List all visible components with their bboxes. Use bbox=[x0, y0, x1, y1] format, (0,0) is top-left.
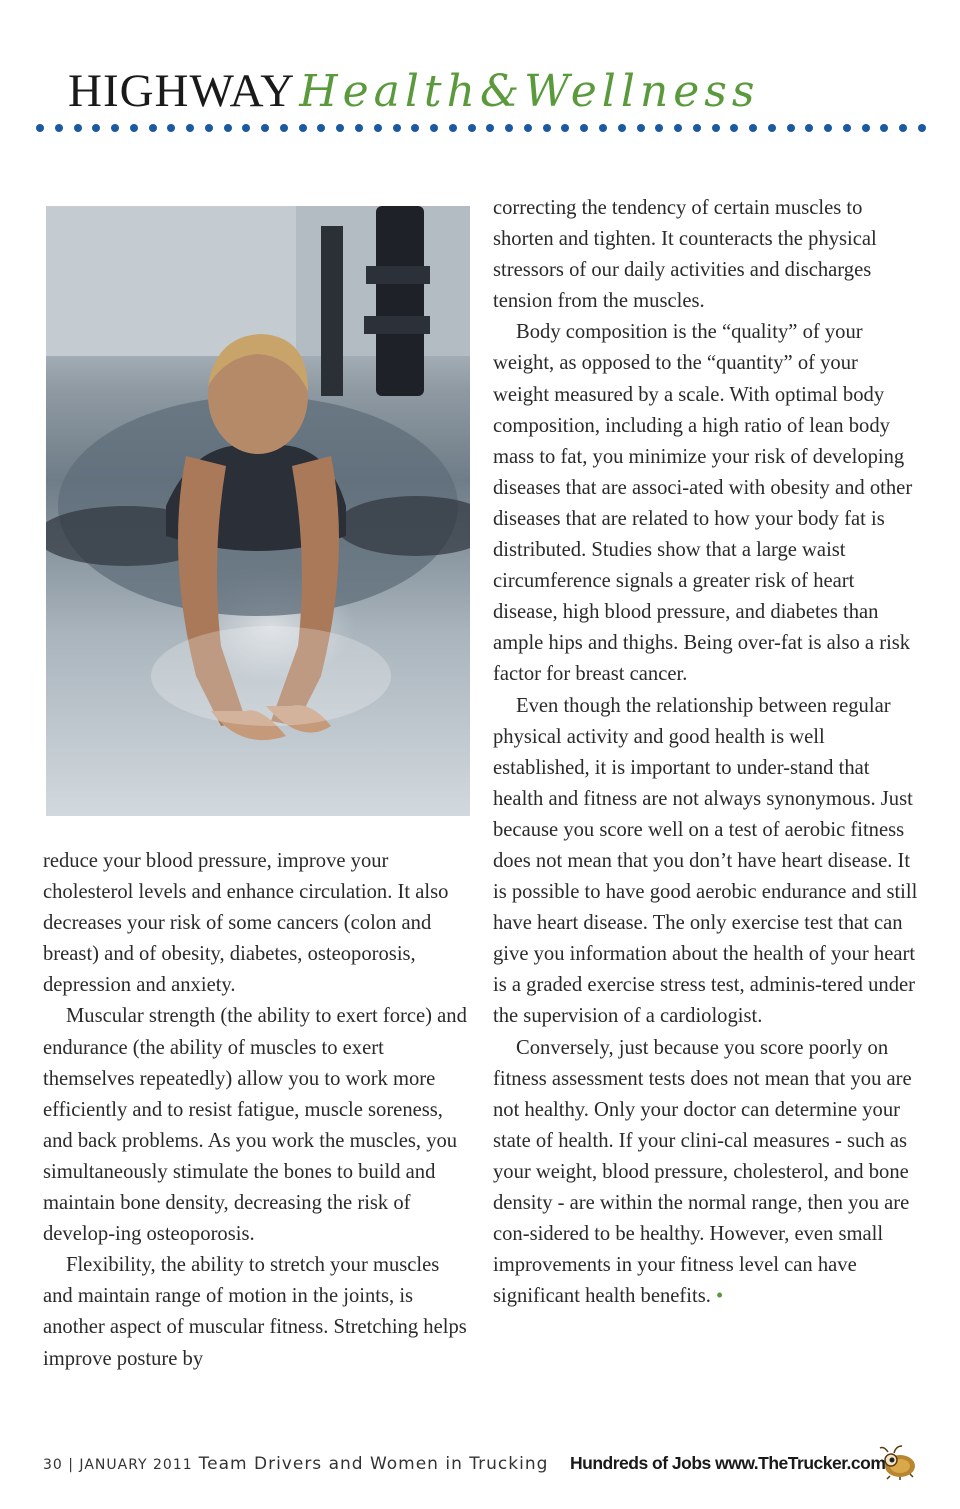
divider-dot bbox=[36, 124, 44, 132]
divider-dot bbox=[242, 124, 250, 132]
footer-left bbox=[43, 1454, 548, 1474]
photo-illustration bbox=[46, 206, 470, 816]
divider-dot bbox=[524, 124, 532, 132]
divider-dot bbox=[580, 124, 588, 132]
divider-dot bbox=[505, 124, 513, 132]
divider-dot bbox=[299, 124, 307, 132]
divider-dot bbox=[393, 124, 401, 132]
divider-dot bbox=[543, 124, 551, 132]
divider-dot bbox=[280, 124, 288, 132]
divider-dot bbox=[674, 124, 682, 132]
divider-dot bbox=[712, 124, 720, 132]
body-paragraph: Even though the relationship between regular physical activity and good health is well established, it is important to under-stand that health and fitness are not always synonymous. Just because you score well on a test of aerobic fitness does not mean that you don’t have heart disease. It is possible to have good aerobic endurance and still have heart disease. The only exercise test that can give you information about the health of your heart is a graded exercise stress test, adminis-tered under the supervision of a cardiologist. bbox=[493, 694, 918, 1028]
right-text-column bbox=[493, 193, 918, 1312]
divider-dot bbox=[655, 124, 663, 132]
divider-dot bbox=[411, 124, 419, 132]
divider-dot bbox=[561, 124, 569, 132]
body-paragraph-last bbox=[493, 1033, 918, 1313]
body-paragraph: Flexibility, the ability to stretch your muscles and maintain range of motion in the joints, is another aspect of muscular fitness. Stretching helps improve posture by bbox=[43, 1254, 467, 1370]
page-header bbox=[68, 64, 928, 124]
divider-dot bbox=[693, 124, 701, 132]
divider-dot bbox=[637, 124, 645, 132]
divider-dot bbox=[317, 124, 325, 132]
divider-dot bbox=[167, 124, 175, 132]
divider-dot bbox=[336, 124, 344, 132]
divider-dot bbox=[599, 124, 607, 132]
divider-dot bbox=[843, 124, 851, 132]
page-footer bbox=[43, 1448, 923, 1484]
trucker-bug-mascot-icon bbox=[878, 1444, 918, 1480]
divider-dot bbox=[224, 124, 232, 132]
body-paragraph: correcting the tendency of certain muscles to shorten and tighten. It counteracts the physical stressors of our daily activities and discharges tension from the muscles. bbox=[493, 197, 877, 313]
divider-dot bbox=[205, 124, 213, 132]
divider-dot bbox=[55, 124, 63, 132]
section-title-script: Health&Wellness bbox=[299, 66, 760, 117]
divider-dot bbox=[787, 124, 795, 132]
body-paragraph: Body composition is the “quality” of your weight, as opposed to the “quantity” of your weight measured by a scale. With optimal body composition, including a high ratio of lean body mass to fat, you minimize your risk of developing diseases that are associ-ated with obesity and other diseases that are related to how your body fat is distributed. Studies show that a large waist circumference signals a greater risk of heart disease, high blood pressure, and diabetes than ample hips and thighs. Being over-fat is also a risk factor for breast cancer. bbox=[493, 321, 913, 686]
divider-dot bbox=[355, 124, 363, 132]
divider-dot bbox=[486, 124, 494, 132]
divider-dot bbox=[92, 124, 100, 132]
body-paragraph: Muscular strength (the ability to exert force) and endurance (the ability of muscles to exert themselves repeatedly) allow you to work more efficiently and to resist fatigue, muscle soreness, and back problems. As you work the muscles, you simultaneously stimulate the bones to build and maintain bone density, decreasing the risk of develop-ing osteoporosis. bbox=[43, 1005, 467, 1246]
end-mark: • bbox=[716, 1285, 724, 1308]
divider-dot bbox=[749, 124, 757, 132]
divider-dot bbox=[618, 124, 626, 132]
divider-dot bbox=[805, 124, 813, 132]
divider-dot bbox=[430, 124, 438, 132]
woman-stretching-photo bbox=[46, 206, 470, 816]
publication-name: Team Drivers and Women in Trucking bbox=[198, 1454, 549, 1474]
divider-dot bbox=[730, 124, 738, 132]
divider-dot bbox=[468, 124, 476, 132]
last-paragraph-text: Conversely, just because you score poorly on fitness assessment tests does not mean that you are not healthy. Only your doctor can determine your state of health. If your clini-cal measures - such as your weight, blood pressure, cholesterol, and bone density - are within the normal range, then you are con-sidered to be healthy. However, even small improvements in your fitness level can have significant health benefits. bbox=[493, 1036, 912, 1308]
divider-dot bbox=[111, 124, 119, 132]
divider-dot bbox=[918, 124, 926, 132]
dotted-divider bbox=[36, 122, 926, 134]
section-title-main: HIGHWAY bbox=[68, 65, 296, 117]
body-paragraph: reduce your blood pressure, improve your cholesterol levels and enhance circulation. It also decreases your risk of some cancers (colon and breast) and of obesity, diabetes, osteoporosis, depression and anxiety. bbox=[43, 850, 449, 997]
divider-dot bbox=[261, 124, 269, 132]
divider-dot bbox=[824, 124, 832, 132]
divider-dot bbox=[374, 124, 382, 132]
divider-dot bbox=[74, 124, 82, 132]
divider-dot bbox=[880, 124, 888, 132]
left-text-column bbox=[43, 846, 471, 1375]
divider-dot bbox=[768, 124, 776, 132]
divider-dot bbox=[899, 124, 907, 132]
page-info: 30 | JANUARY 2011 bbox=[43, 1457, 193, 1473]
divider-dot bbox=[130, 124, 138, 132]
divider-dot bbox=[449, 124, 457, 132]
divider-dot bbox=[149, 124, 157, 132]
divider-dot bbox=[862, 124, 870, 132]
divider-dot bbox=[186, 124, 194, 132]
footer-promo[interactable]: Hundreds of Jobs www.TheTrucker.com bbox=[570, 1453, 886, 1473]
